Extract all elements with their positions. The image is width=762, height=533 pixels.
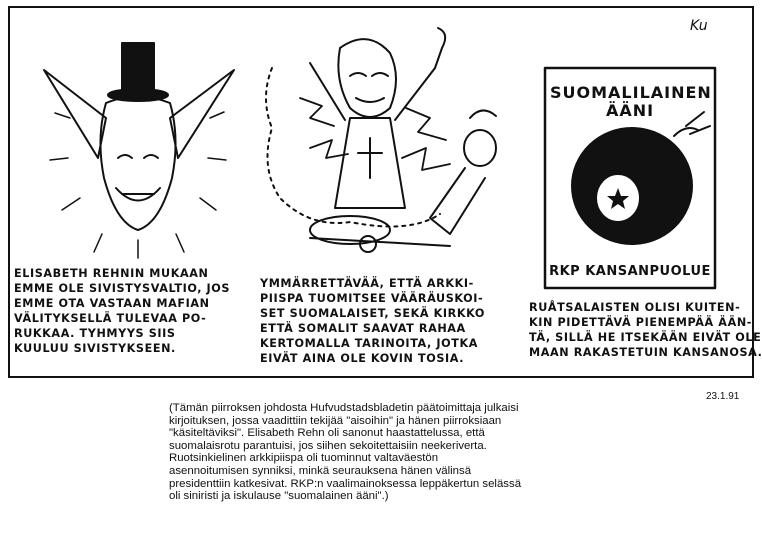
caption-line: ELISABETH REHNIN MUKAAN [14,267,209,280]
note-line: Ruotsinkielinen arkkipiispa oli tuominnut valtaväestön [169,452,439,465]
lightning-bolts [300,98,450,170]
panel1-caption [14,266,230,356]
caption-line: EMME OLE SIVISTYSVALTIO, JOS [14,282,231,295]
caption-line: RUKKAA. TYHMYYS SIIS [14,327,176,340]
caption-line: EMME OTA VASTAAN MAFIAN [14,297,210,310]
panel2-caption [260,276,485,366]
publication-date: 23.1.91 [706,391,740,402]
caption-line: VÄLITYKSELLÄ TULEVAA PO- [14,312,207,325]
panel3-caption [529,300,762,360]
note-line: presidenttiin katkesivat. RKP:n vaalimainoksessa leppäkertun selässä [169,477,522,490]
rehn-radiating-lines [50,112,226,258]
caption-line: MAAN RAKASTETUIN KANSANOSA. [529,346,762,359]
note-line: asennoitumisen synniksi, minkä seurauksena hänen välinsä [169,464,472,477]
explanatory-note [169,402,589,503]
note-line: suomalaisrotu parantuisi, jos siihen sekoitettaisiin neekeriverta. [169,439,487,452]
poster-title-line2: ÄÄNI [605,101,655,120]
poster-party-label: RKP KANSANPUOLUE [549,264,711,279]
note-line: "käsiteltäviksi". Elisabeth Rehn oli sanonut haastattelussa, että [169,427,485,440]
caption-line: KUULUU SIVISTYKSEEN. [14,342,176,355]
caption-line: TÄ, SILLÄ HE ITSEKÄÄN EIVÄT OLE [529,331,762,344]
lying-figure [430,110,496,234]
comic-strip [8,6,762,378]
caption-line: SET SUOMALAISET, SEKÄ KIRKKO [260,307,486,320]
cloud-scroll [266,68,450,252]
caption-line: PIISPA TUOMITSEE VÄÄRÄUSKOI- [260,292,484,305]
poster-title-line1: SUOMALILAINEN [550,83,712,102]
caption-line: YMMÄRRETTÄVÄÄ, ETTÄ ARKKI- [260,277,474,290]
artist-signature: Ku [690,18,708,34]
note-line: (Tämän piirroksen johdosta Hufvudstadsbladetin päätoimittaja julkaisi [169,402,519,414]
caption-line: KERTOMALLA TARINOITA, JOTKA [260,337,479,350]
archbishop-figure [310,28,445,208]
caption-line: KIN PIDETTÄVÄ PIENEMPÄÄ ÄÄN- [529,316,753,329]
note-line: kirjoituksen, jossa vaadittiin tekijää "aisoihin" ja hänen piirroksiaan [169,414,502,427]
caption-line: EIVÄT AINA OLE KOVIN TOSIA. [260,352,465,365]
note-line: oli siniristi ja iskulause "suomalainen ääni".) [169,490,389,503]
caption-line: ETTÄ SOMALIT SAAVAT RAHAA [260,322,466,335]
caption-line: RUÅTSALAISTEN OLISI KUITEN- [529,301,741,314]
